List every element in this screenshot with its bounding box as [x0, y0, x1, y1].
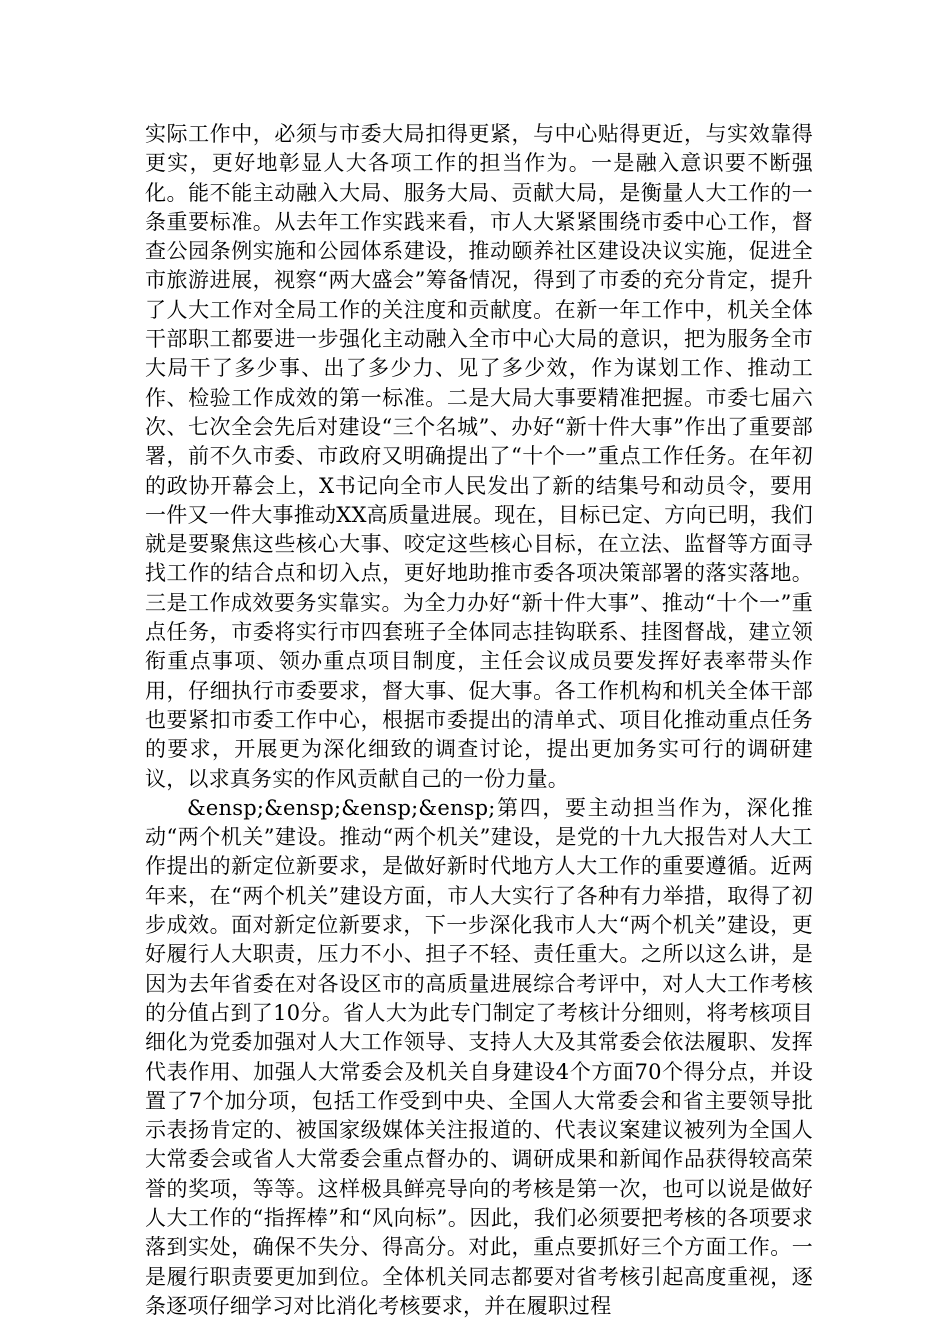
body-paragraph-1: 实际工作中，必须与市委大局扣得更紧，与中心贴得更近，与实效靠得更实，更好地彰显人大各项工作的担当作为。一是融入意识要不断强化。能不能主动融入大局、服务大局、贡献大局，是衡量人大工作的一条重要标准。从去年工作实践来看，市人大紧紧围绕市委中心工作，督查公园条例实施和公园体系建设，推动颐养社区建设决议实施，促进全市旅游进展，视察“两大盛会”筹备情况，得到了市委的充分肯定，提升了人大工作对全局工作的关注度和贡献度。在新一年工作中，机关全体干部职工都要进一步强化主动融入全市中心大局的意识，把为服务全市大局干了多少事、出了多少力、见了多少效，作为谋划工作、推动工作、检验工作成效的第一标准。二是大局大事要精准把握。市委七届六次、七次全会先后对建设“三个名城”、办好“新十件大事”作出了重要部署，前不久市委、市政府又明确提出了“十个一”重点工作任务。在年初的政协开幕会上，X书记向全市人民发出了新的结集号和动员令，要用一件又一件大事推动XX高质量进展。现在，目标已定、方向已明，我们就是要聚焦这些核心大事、咬定这些核心目标，在立法、监督等方面寻找工作的结合点和切入点，更好地助推市委各项决策部署的落实落地。三是工作成效要务实靠实。为全力办好“新十件大事”、推动“十个一”重点任务，市委将实行市四套班子全体同志挂钩联系、挂图督战，建立领衔重点事项、领办重点项目制度，主任会议成员要发挥好表率带头作用，仔细执行市委要求，督大事、促大事。各工作机构和机关全体干部也要紧扣市委工作中心，根据市委提出的清单式、项目化推动重点任务的要求，开展更为深化细致的调查讨论，提出更加务实可行的调研建议，以求真务实的作风贡献自己的一份力量。 [145, 122, 813, 791]
document-page [145, 120, 813, 1321]
body-paragraph-2: &ensp;&ensp;&ensp;&ensp;第四，要主动担当作为，深化推动“两个机关”建设。推动“两个机关”建设，是党的十九大报告对人大工作提出的新定位新要求，是做好新时代地方人大工作的重要遵循。近两年来，在“两个机关”建设方面，市人大实行了各种有力举措，取得了初步成效。面对新定位新要求，下一步深化我市人大“两个机关”建设，更好履行人大职责，压力不小、担子不轻、责任重大。之所以这么讲，是因为去年省委在对各设区市的高质量进展综合考评中，对人大工作考核的分值占到了10分。省人大为此专门制定了考核计分细则，将考核项目细化为党委加强对人大工作领导、支持人大及其常委会依法履职、发挥代表作用、加强人大常委会及机关自身建设4个方面70个得分点，并设置了7个加分项，包括工作受到中央、全国人大常委会和省主要领导批示表扬肯定的、被国家级媒体关注报道的、代表议案建议被列为全国人大常委会或省人大常委会重点督办的、调研成果和新闻作品获得较高荣誉的奖项，等等。这样极具鲜亮导向的考核是第一次，也可以说是做好人大工作的“指挥棒”和“风向标”。因此，我们必须要把考核的各项要求落到实处，确保不失分、得高分。对此，重点要抓好三个方面工作。一是履行职责要更加到位。全体机关同志都要对省考核引起高度重视，逐条逐项仔细学习对比消化考核要求，并在履职过程 [145, 795, 813, 1318]
